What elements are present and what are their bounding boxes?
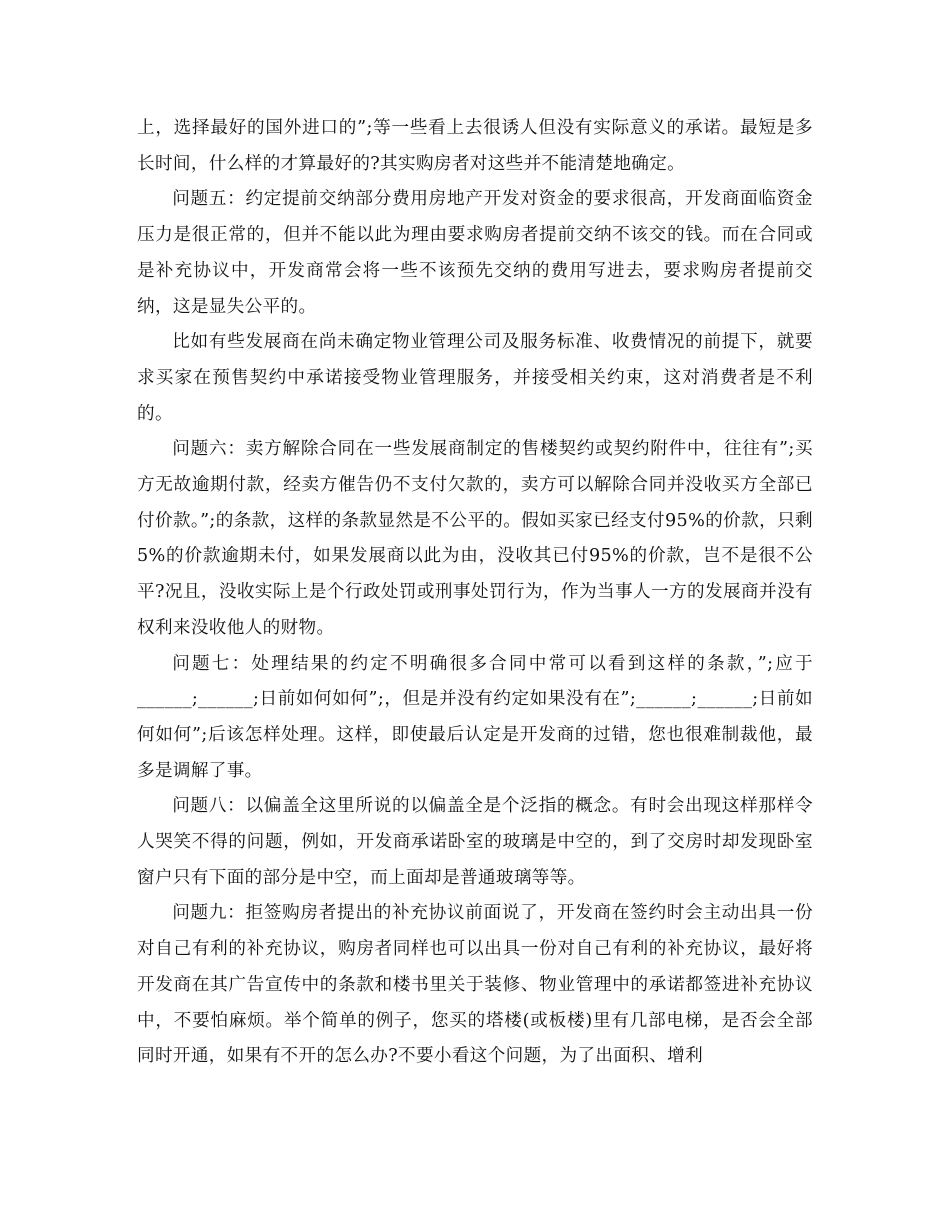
- paragraph-issue-five: 问题五：约定提前交纳部分费用房地产开发对资金的要求很高，开发商面临资金压力是很正常的，但并不能以此为理由要求购房者提前交纳不该交的钱。而在合同或是补充协议中，开发商常会将一些不该预先交纳的费用写进去，要求购房者提前交纳，这是显失公平的。: [137, 189, 813, 317]
- paragraph-property-management-example: 比如有些发展商在尚未确定物业管理公司及服务标准、收费情况的前提下，就要求买家在预售契约中承诺接受物业管理服务，并接受相关约束，这对消费者是不利的。: [137, 332, 813, 424]
- paragraph-issue-eight: 问题八：以偏盖全这里所说的以偏盖全是个泛指的概念。有时会出现这样那样令人哭笑不得的问题，例如，开发商承诺卧室的玻璃是中空的，到了交房时却发现卧室窗户只有下面的部分是中空，而上面却是普通玻璃等等。: [137, 796, 813, 888]
- paragraph-continuation: 上，选择最好的国外进口的”;等一些看上去很诱人但没有实际意义的承诺。最短是多长时间，什么样的才算最好的?其实购房者对这些并不能清楚地确定。: [137, 118, 813, 174]
- document-body: [137, 111, 813, 1075]
- paragraph-issue-seven: 问题七：处理结果的约定不明确很多合同中常可以看到这样的条款，”;应于______;______;日前如何如何”;，但是并没有约定如果没有在”;______;______;日前如何如何”;后该怎样处理。这样，即使最后认定是开发商的过错，您也很难制裁他，最多是调解了事。: [137, 653, 813, 781]
- paragraph-issue-six: 问题六：卖方解除合同在一些发展商制定的售楼契约或契约附件中，往往有”;买方无故逾期付款，经卖方催告仍不支付欠款的，卖方可以解除合同并没收买方全部已付价款。”;的条款，这样的条款显然是不公平的。假如买家已经支付95%的价款，只剩5%的价款逾期未付，如果发展商以此为由，没收其已付95%的价款，岂不是很不公平?况且，没收实际上是个行政处罚或刑事处罚行为，作为当事人一方的发展商并没有权利来没收他人的财物。: [137, 439, 813, 638]
- paragraph-issue-nine: 问题九：拒签购房者提出的补充协议前面说了，开发商在签约时会主动出具一份对自己有利的补充协议，购房者同样也可以出具一份对自己有利的补充协议，最好将开发商在其广告宣传中的条款和楼书里关于装修、物业管理中的承诺都签进补充协议中，不要怕麻烦。举个简单的例子，您买的塔楼(或板楼)里有几部电梯，是否会全部同时开通，如果有不开的怎么办?不要小看这个问题，为了出面积、增利: [137, 903, 813, 1067]
